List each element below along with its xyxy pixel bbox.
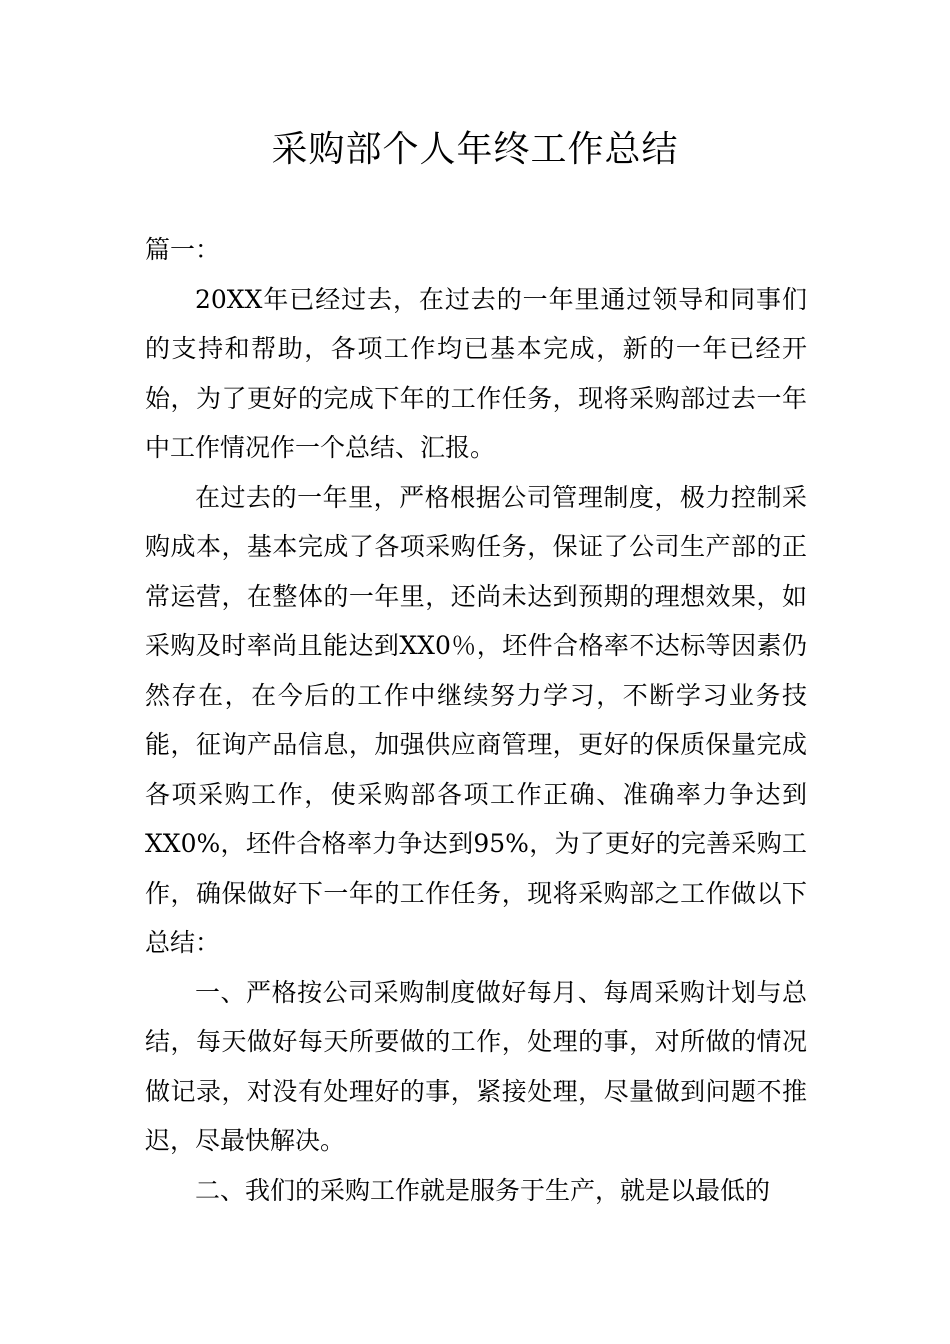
document-title: 采购部个人年终工作总结	[271, 129, 679, 170]
section-label: 篇一：	[145, 235, 221, 264]
paragraph-4: 二、我们的采购工作就是服务于生产，就是以最低的	[195, 1175, 771, 1205]
paragraph-3: 一、严格按公司采购制度做好每月、每周采购计划与总结，每天做好每天所要做的工作，处理的事，对所做的情况做记录，对没有处理好的事，紧接处理，尽量做到问题不推迟，尽最快解决。	[145, 977, 807, 1155]
paragraph-1: 20XX年已经过去，在过去的一年里通过领导和同事们的支持和帮助，各项工作均已基本完成，新的一年已经开始，为了更好的完成下年的工作任务，现将采购部过去一年中工作情况作一个总结、汇报。	[145, 284, 807, 462]
document-body	[145, 225, 807, 1215]
paragraph-2: 在过去的一年里，严格根据公司管理制度，极力控制采购成本，基本完成了各项采购任务，保证了公司生产部的正常运营，在整体的一年里，还尚未达到预期的理想效果，如采购及时率尚且能达到XX0％，坯件合格率不达标等因素仍然存在，在今后的工作中继续努力学习，不断学习业务技能，征询产品信息，加强供应商管理，更好的保质保量完成各项采购工作，使采购部各项工作正确、准确率力争达到XX0%，坯件合格率力争达到95%，为了更好的完善采购工作，确保做好下一年的工作任务，现将采购部之工作做以下总结：	[145, 482, 807, 957]
